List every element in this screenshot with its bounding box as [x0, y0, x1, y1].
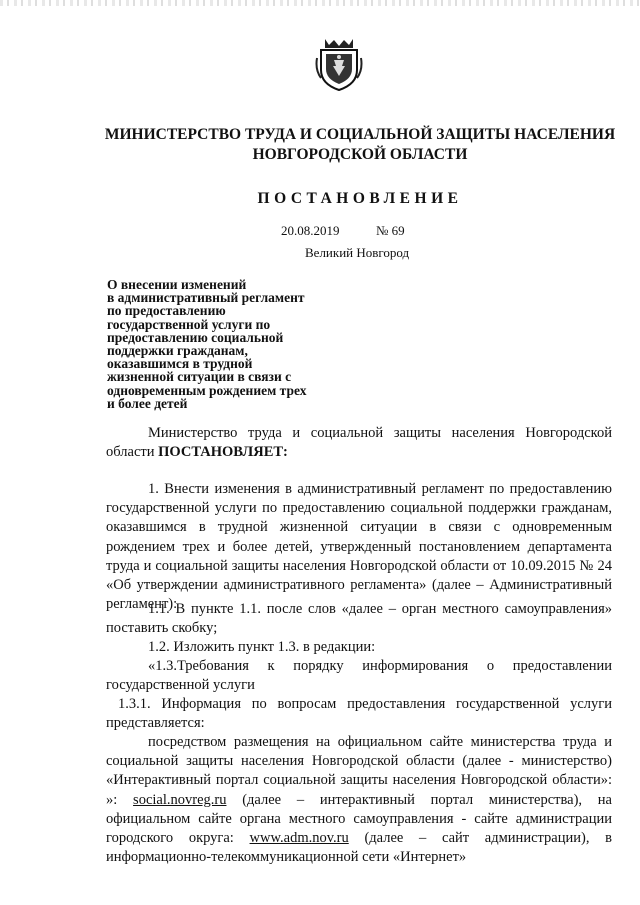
subject-line: оказавшимся в трудной [107, 356, 253, 372]
subject-line: жизненной ситуации в связи с [107, 369, 292, 385]
coat-of-arms-icon [315, 36, 363, 92]
subject-line: государственной услуги по [107, 316, 271, 332]
document-type: ПОСТАНОВЛЕНИЕ [257, 190, 463, 207]
subject-line: по предоставлению [107, 303, 226, 319]
administration-link[interactable]: www.adm.nov.ru [249, 830, 349, 847]
ministry-name-line1: МИНИСТЕРСТВО ТРУДА И СОЦИАЛЬНОЙ ЗАЩИТЫ НАСЕЛЕНИЯ [104, 126, 616, 143]
document-date: 20.08.2019 [281, 223, 340, 238]
info-text-c: (далее – сайт администрации), в информационно-телекоммуникационной сети «Интернет» [106, 830, 612, 866]
document-number: № 69 [376, 223, 405, 238]
paragraph-1-1: 1.1. В пункте 1.1. после слов «далее – орган местного самоуправления» поставить скобку; [106, 601, 612, 637]
ministry-name [60, 125, 640, 165]
intro-paragraph [106, 424, 612, 462]
paragraph-1-3-1: 1.3.1. Информация по вопросам предоставления государственной услуги представляется: [106, 696, 612, 732]
ministry-name-line2: НОВГОРОДСКОЙ ОБЛАСТИ [252, 146, 468, 163]
paragraph-1-2: 1.2. Изложить пункт 1.3. в редакции: [148, 639, 376, 655]
subject-line: и более детей [107, 395, 188, 411]
subject-line: в административный регламент [107, 290, 305, 306]
scan-artifact-line [0, 0, 640, 6]
paragraph-information-channels [106, 733, 612, 867]
paragraph-1: 1. Внести изменения в административный регламент по предоставлению государственной услуги по предоставлению социальной поддержки гражданам, оказавшимся в трудной жизненной ситуации в связи с одновременным рождением трех и более детей, утвержденный постановлением департамента труда и социальной защиты населения Новгородской области от 10.09.2015 № 24 «Об утверждении административного регламента» (далее – Административный регламент): [106, 481, 612, 613]
document-city: Великий Новгород [305, 245, 410, 260]
info-text-b: (далее – интерактивный портал министерства), на официальном сайте органа местного самоуправления - сайте администрации городского округа: [106, 791, 612, 847]
portal-link[interactable]: social.novreg.ru [133, 791, 227, 808]
document-subject [107, 278, 352, 410]
intro-text: Министерство труда и социальной защиты населения Новгородской области [106, 425, 612, 461]
info-text-a: посредством размещения на официальном сайте министерства труда и социальной защиты населения Новгородской области (далее - министерство) «Интерактивный портал социальной защиты населения Новгородской области»: »: [106, 734, 612, 808]
paragraph-1-3: «1.3.Требования к порядку информирования о предоставлении государственной услуги [106, 658, 612, 694]
decree-verb: ПОСТАНОВЛЯЕТ: [158, 444, 288, 461]
subject-line: поддержки гражданам, [107, 343, 248, 359]
subject-line: предоставлению социальной [107, 329, 284, 345]
subject-line: одновременным рождением трех [107, 382, 307, 398]
subject-line: О внесении изменений [107, 277, 247, 292]
